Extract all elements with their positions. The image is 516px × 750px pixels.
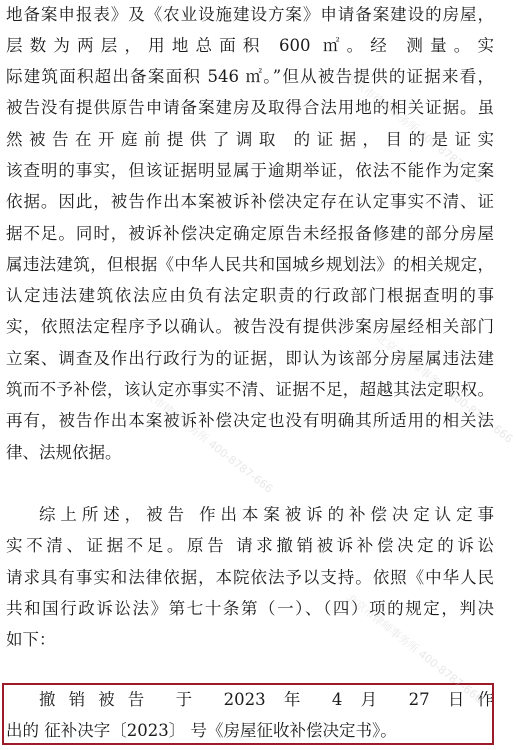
text-line: 律、法规依据。 xyxy=(6,443,122,462)
text-line: 如下： xyxy=(6,630,56,649)
text-line: 该查明的事实，但该证据明显属于逾期举证，依法不能作为定案 xyxy=(6,161,494,180)
text-line: 实不清、证据不足。原告 请求撤销被诉补偿决定的诉讼 xyxy=(6,536,494,555)
text-line: 被告没有提供原告申请备案建房及取得合法用地的相关证据。虽 xyxy=(6,98,494,117)
text-line: 立案、调查及作出行政行为的证据，即认为该部分房屋属违法建 xyxy=(6,349,494,368)
judgment-line: 撤销被告 于 2023 年 4 月 27 日作 xyxy=(39,690,494,709)
text-line: 实，依照法定程序予以确认。被告没有提供涉案房屋经相关部门 xyxy=(6,317,494,336)
text-line: 认定违法建筑依法应由负有法定职责的行政部门根据查明的事 xyxy=(6,286,494,305)
watermark: 北京市律师事务所 400-8787-666 xyxy=(343,591,486,706)
judgment-line: 出的 征补决字〔2023〕 号《房屋征收补偿决定书》。 xyxy=(6,721,397,740)
text-line: 据不足。同时，被诉补偿决定确定原告未经报备修建的部分房屋 xyxy=(6,224,494,243)
text-line: 然被告在开庭前提供了调取 的证据，目的是证实 xyxy=(6,130,494,149)
text-line: 层数为两层，用地总面积 600 ㎡。经 测量。实 xyxy=(6,36,494,55)
watermark: 北京市律师事务所 400-8787-666 xyxy=(133,381,276,496)
watermark: 北京市律师事务所 400-8787-666 xyxy=(373,331,516,446)
text-line: 筑而不予补偿，该认定亦事实不清、证据不足，超越其法定职权。 xyxy=(6,380,494,399)
text-line: 属违法建筑，但根据《中华人民共和国城乡规划法》的相关规定， xyxy=(6,255,494,274)
text-line: 共和国行政诉讼法》第七十条第（一）、（四）项的规定，判决 xyxy=(6,599,494,618)
watermark: 北京市律师事务所 400-8787-666 xyxy=(343,71,486,186)
text-line: 依据。因此，被告作出本案被诉补偿决定存在认定事实不清、证 xyxy=(6,192,494,211)
text-line: 际建筑面积超出备案面积 546 ㎡。”但从被告提供的证据来看， xyxy=(6,67,494,86)
text-line: 请求具有事实和法律依据，本院依法予以支持。依照《中华人民 xyxy=(6,568,494,587)
text-line: 再有，被告作出本案被诉补偿决定也没有明确其所适用的相关法 xyxy=(6,411,494,430)
text-line: 综上所述，被告 作出本案被诉的补偿决定认定事 xyxy=(39,505,494,524)
text-line: 地备案申报表》及《农业设施建设方案》申请备案建设的房屋， xyxy=(6,5,494,24)
judgment-highlight-box xyxy=(2,683,494,745)
